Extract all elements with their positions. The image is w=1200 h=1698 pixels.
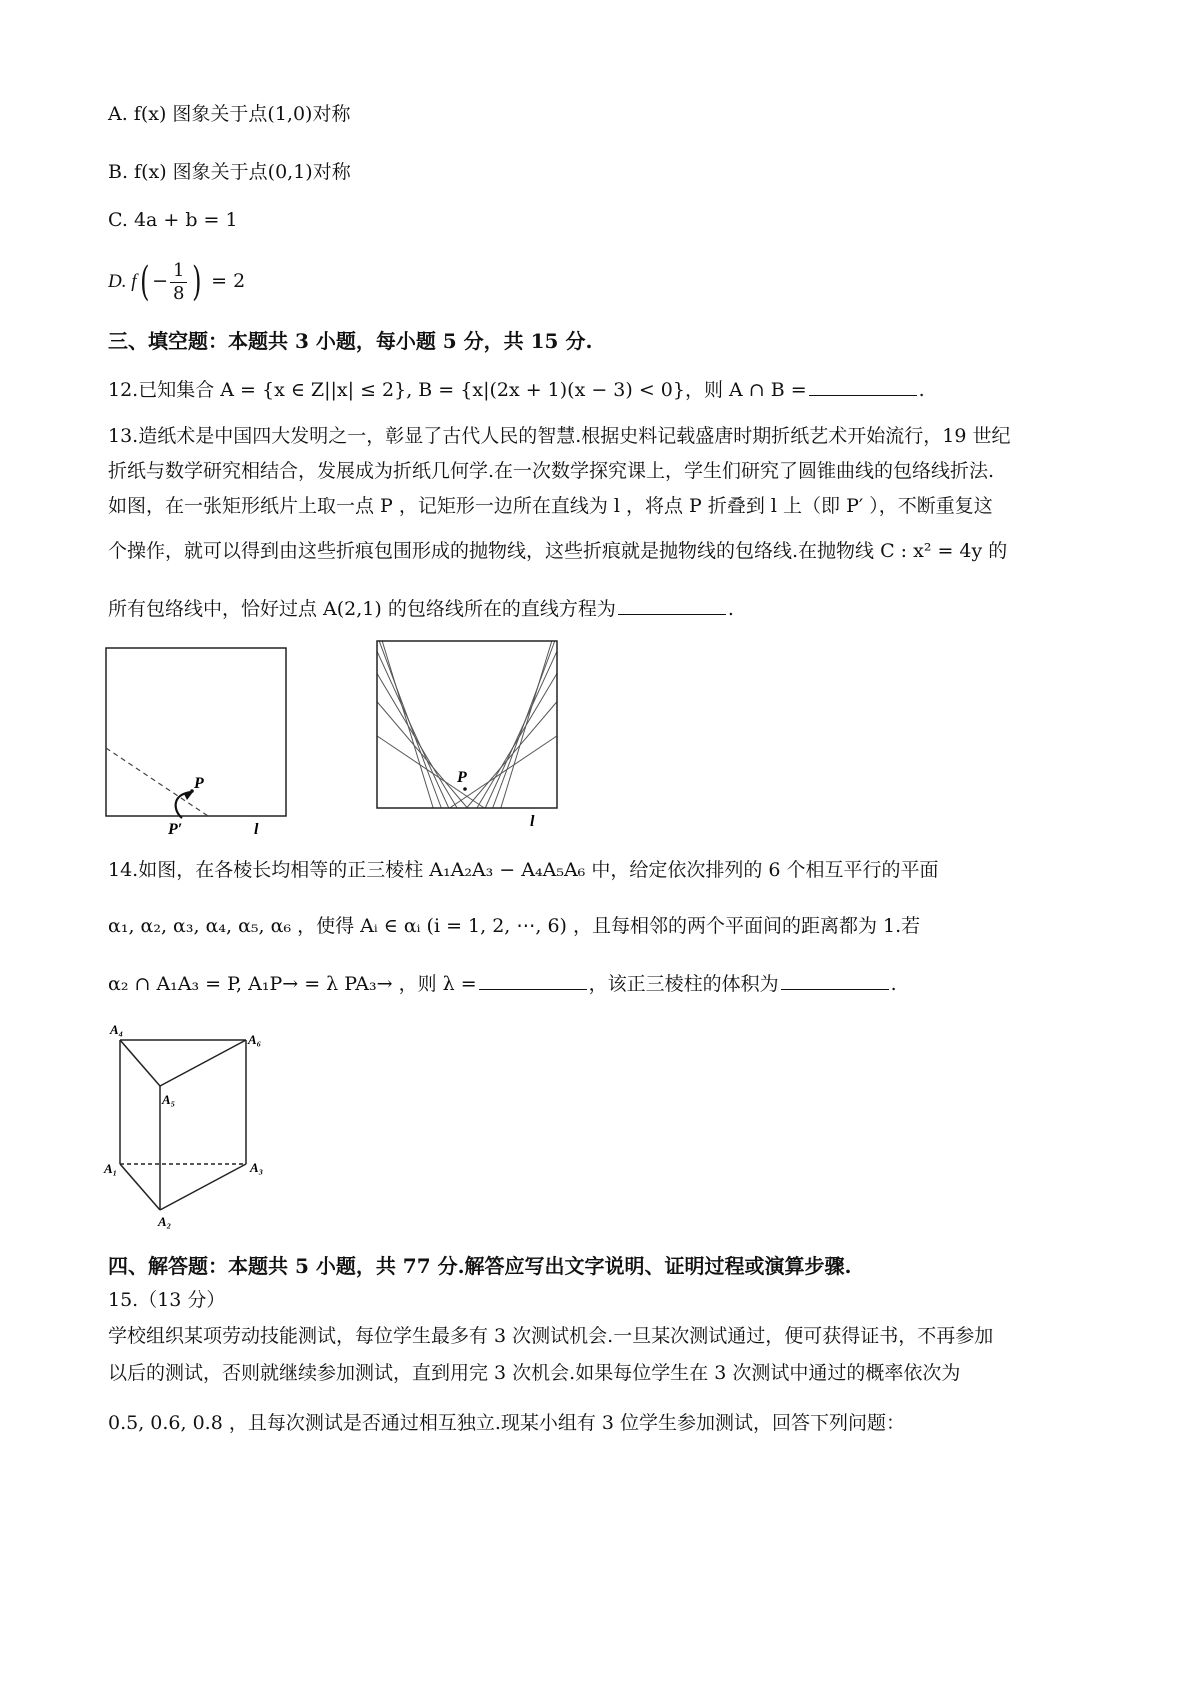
label-l: l [254, 821, 259, 838]
q15-line1: 学校组织某项劳动技能测试，每位学生最多有 3 次测试机会.一旦某次测试通过，便可获得证书，不再参加 [108, 1325, 994, 1347]
q13-line5-text: 所有包络线中，恰好过点 A(2,1) 的包络线所在的直线方程为 [108, 598, 616, 620]
envelope-line [377, 736, 484, 808]
q13-line4: 个操作，就可以得到由这些折痕包围形成的抛物线，这些折痕就是抛物线的包络线.在抛物线 C : x² = 4y 的 [108, 540, 1008, 562]
envelope-rectangle [377, 641, 557, 808]
label-a1: A₁ [104, 1161, 118, 1176]
edge-a1-a2 [120, 1164, 160, 1210]
envelope-line [377, 673, 457, 808]
edge-a5-a6 [160, 1040, 246, 1086]
q15-line2: 以后的测试，否则就继续参加测试，直到用完 3 次机会.如果每位学生在 3 次测试中通过的概率依次为 [108, 1362, 961, 1384]
q13-answer-blank[interactable] [618, 596, 726, 615]
label-a3: A₃ [250, 1160, 264, 1175]
q14-line3-text-b: ，该正三棱柱的体积为 [588, 973, 779, 995]
option-c: C. 4a + b = 1 [108, 209, 238, 231]
q12-answer-blank[interactable] [809, 377, 917, 396]
section3-heading: 三、填空题：本题共 3 小题，每小题 5 分，共 15 分. [108, 329, 593, 353]
q14-line3-text: α₂ ∩ A₁A₃ = P, A₁P→ = λ PA₃→ ，则 λ = [108, 973, 477, 995]
option-d-prefix: D. f [108, 271, 137, 292]
option-d-fraction [170, 260, 187, 305]
label-l: l [530, 813, 535, 830]
label-a6: A₆ [248, 1032, 262, 1047]
q13-line5-end: . [727, 598, 734, 620]
q15-title: 15.（13 分） [108, 1289, 226, 1311]
envelope-line [377, 651, 449, 808]
fold-crease-line [106, 748, 208, 816]
envelope-line [377, 702, 467, 808]
label-a5: A₅ [162, 1092, 176, 1107]
q15-line3: 0.5, 0.6, 0.8 ，且每次测试是否通过相互独立.现某小组有 3 位学生参加测试，回答下列问题： [108, 1412, 906, 1434]
label-a2: A₂ [158, 1214, 172, 1229]
q13-line5 [108, 596, 734, 622]
q13-line1: 13.造纸术是中国四大发明之一，彰显了古代人民的智慧.根据史料记载盛唐时期折纸艺术开始流行，19 世纪 [108, 425, 1011, 447]
edge-a2-a3 [160, 1164, 246, 1210]
q14-volume-blank[interactable] [781, 971, 889, 990]
label-p-prime: P′ [168, 821, 183, 838]
option-d-suffix: = 2 [211, 270, 246, 292]
q14-prism-figure [100, 1018, 280, 1232]
edge-a4-a5 [120, 1040, 160, 1086]
fraction-numerator: 1 [170, 260, 187, 283]
label-p: P [194, 775, 204, 792]
envelope-line [493, 641, 555, 808]
option-b: B. f(x) 图象关于点(0,1)对称 [108, 161, 351, 183]
q14-line2: α₁, α₂, α₃, α₄, α₅, α₆ ，使得 Aᵢ ∈ αᵢ (i = 1, 2, ⋯, 6) ，且每相邻的两个平面间的距离都为 1.若 [108, 915, 921, 937]
q14-lambda-blank[interactable] [479, 971, 587, 990]
fraction-denominator: 8 [173, 282, 185, 304]
envelope-line [501, 641, 552, 808]
q13-line3: 如图，在一张矩形纸片上取一点 P ，记矩形一边所在直线为 l ，将点 P 折叠到 l 上（即 P′ ），不断重复这 [108, 495, 993, 517]
focus-point-p [463, 787, 467, 791]
label-a4: A₄ [110, 1022, 124, 1037]
label-p: P [457, 769, 467, 786]
question-12 [108, 377, 925, 403]
q13-line2: 折纸与数学研究相结合，发展成为折纸几何学.在一次数学探究课上，学生们研究了圆锥曲线的包络线折法. [108, 460, 995, 482]
option-d: D. f( − $\frac{1}{8}$ ) = 2 [108, 259, 246, 305]
envelope-line [477, 673, 557, 808]
q13-envelope-figure [372, 636, 572, 832]
q12-end: . [918, 379, 925, 401]
section4-heading: 四、解答题：本题共 5 小题，共 77 分.解答应写出文字说明、证明过程或演算步骤. [108, 1254, 852, 1278]
q14-line1: 14.如图，在各棱长均相等的正三棱柱 A₁A₂A₃ − A₄A₅A₆ 中，给定依次排列的 6 个相互平行的平面 [108, 859, 939, 881]
q12-text: 12.已知集合 A = {x ∈ Z||x| ≤ 2}, B = {x|(2x + 1)(x − 3) < 0}，则 A ∩ B = [108, 379, 807, 401]
envelope-line [485, 651, 557, 808]
envelope-line [467, 702, 557, 808]
q14-line3 [108, 971, 897, 997]
q14-line3-end: . [890, 973, 897, 995]
q13-fold-figure [100, 640, 310, 840]
option-a: A. f(x) 图象关于点(1,0)对称 [108, 103, 351, 125]
envelope-lines [377, 641, 557, 808]
